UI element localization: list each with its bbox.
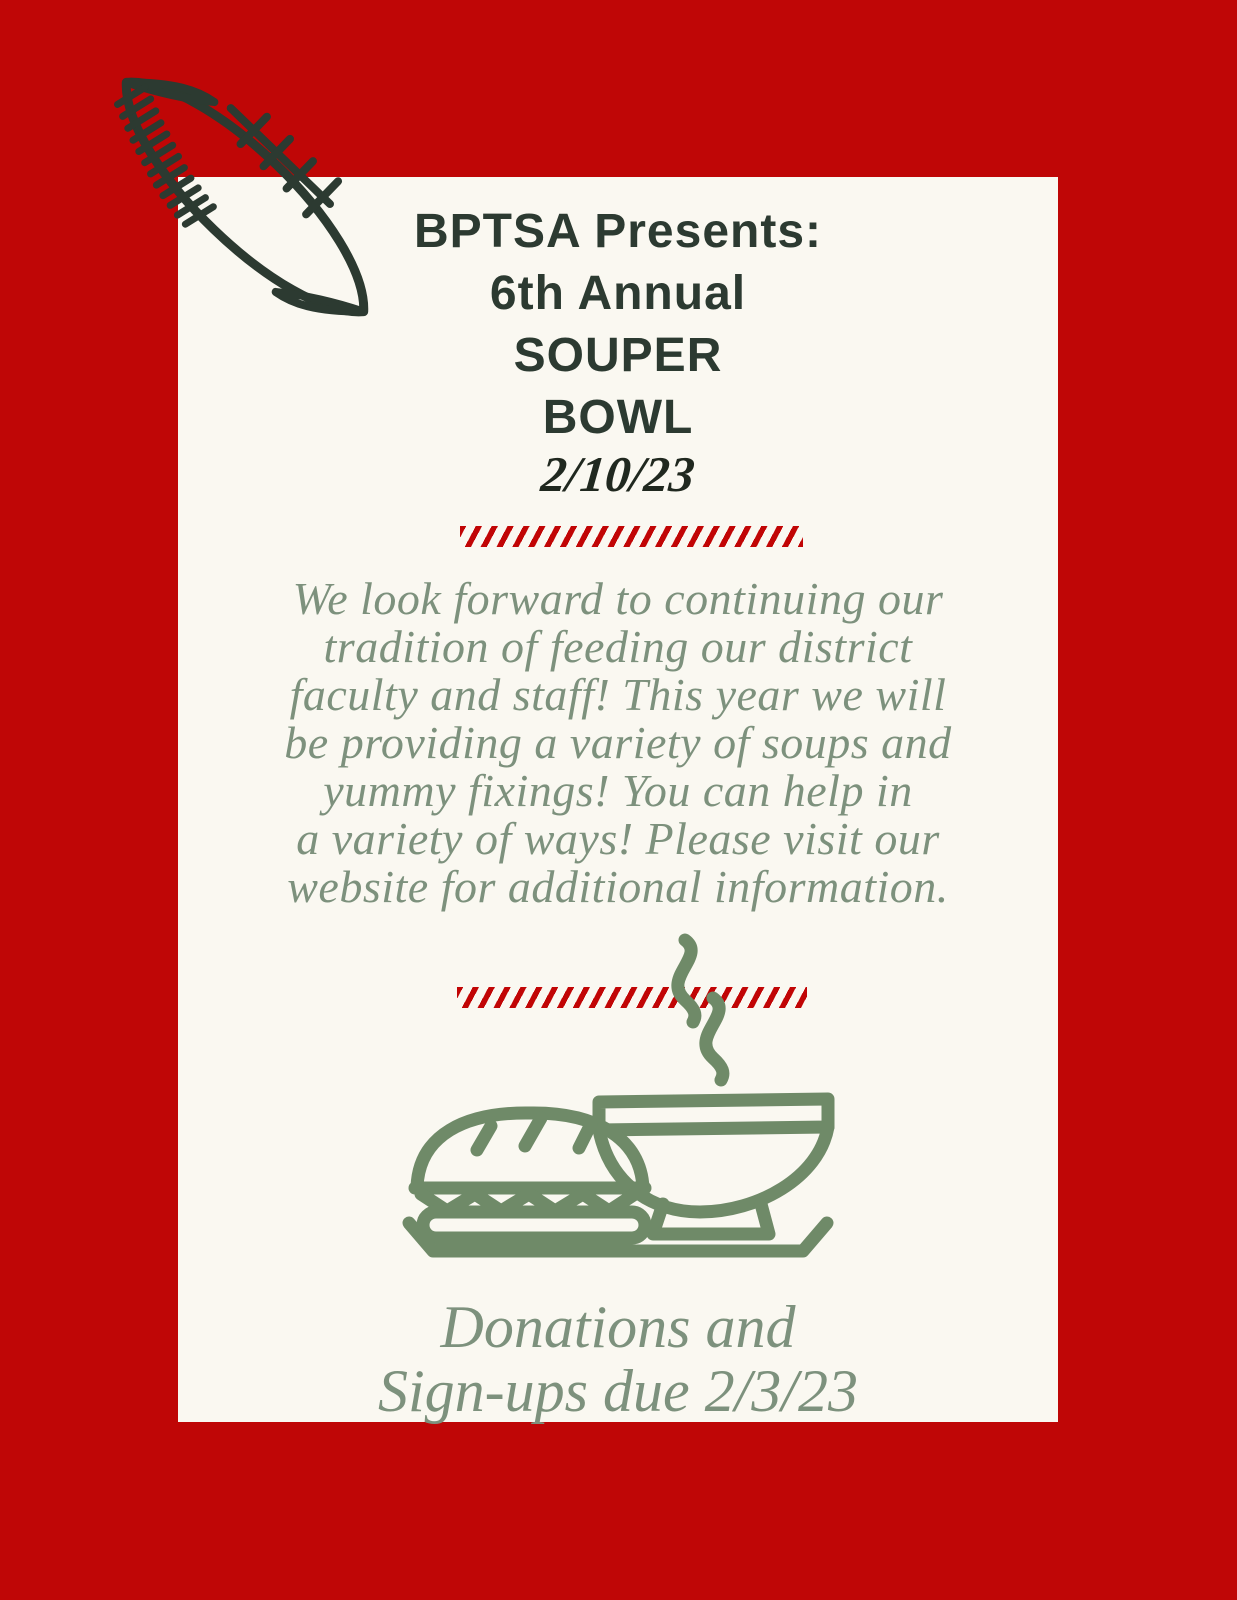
due-date-note <box>178 1295 1058 1423</box>
title-line-presents: BPTSA Presents: <box>414 205 822 258</box>
sandwich-bottom-bun <box>423 1212 645 1238</box>
title-line-bowl: BOWL <box>542 391 694 444</box>
football-icon <box>105 57 385 337</box>
soup-and-sandwich-icon <box>395 920 840 1260</box>
paragraph-line: yummy fixings! You can help in <box>323 765 913 816</box>
paragraph-line: We look forward to continuing our <box>292 573 944 624</box>
paragraph-line: website for additional information. <box>287 861 949 912</box>
title-line-souper: SOUPER <box>513 329 723 382</box>
title-line-annual: 6th Annual <box>489 267 747 320</box>
due-date-line: Sign-ups due 2/3/23 <box>378 1358 858 1424</box>
body-paragraph <box>178 575 1058 911</box>
paragraph-line: tradition of feeding our district <box>323 621 913 672</box>
laces-bar <box>231 108 330 204</box>
due-date-line: Donations and <box>440 1294 796 1360</box>
paragraph-line: faculty and staff! This year we will <box>289 669 947 720</box>
paragraph-line: be providing a variety of soups and <box>284 717 952 768</box>
steam-icon <box>678 940 723 1080</box>
bowl-rim <box>599 1099 828 1130</box>
slash-divider-top-icon <box>460 526 803 547</box>
flyer-card <box>178 177 1058 1422</box>
paragraph-line: a variety of ways! Please visit our <box>296 813 940 864</box>
event-date: 2/10/23 <box>538 446 698 502</box>
